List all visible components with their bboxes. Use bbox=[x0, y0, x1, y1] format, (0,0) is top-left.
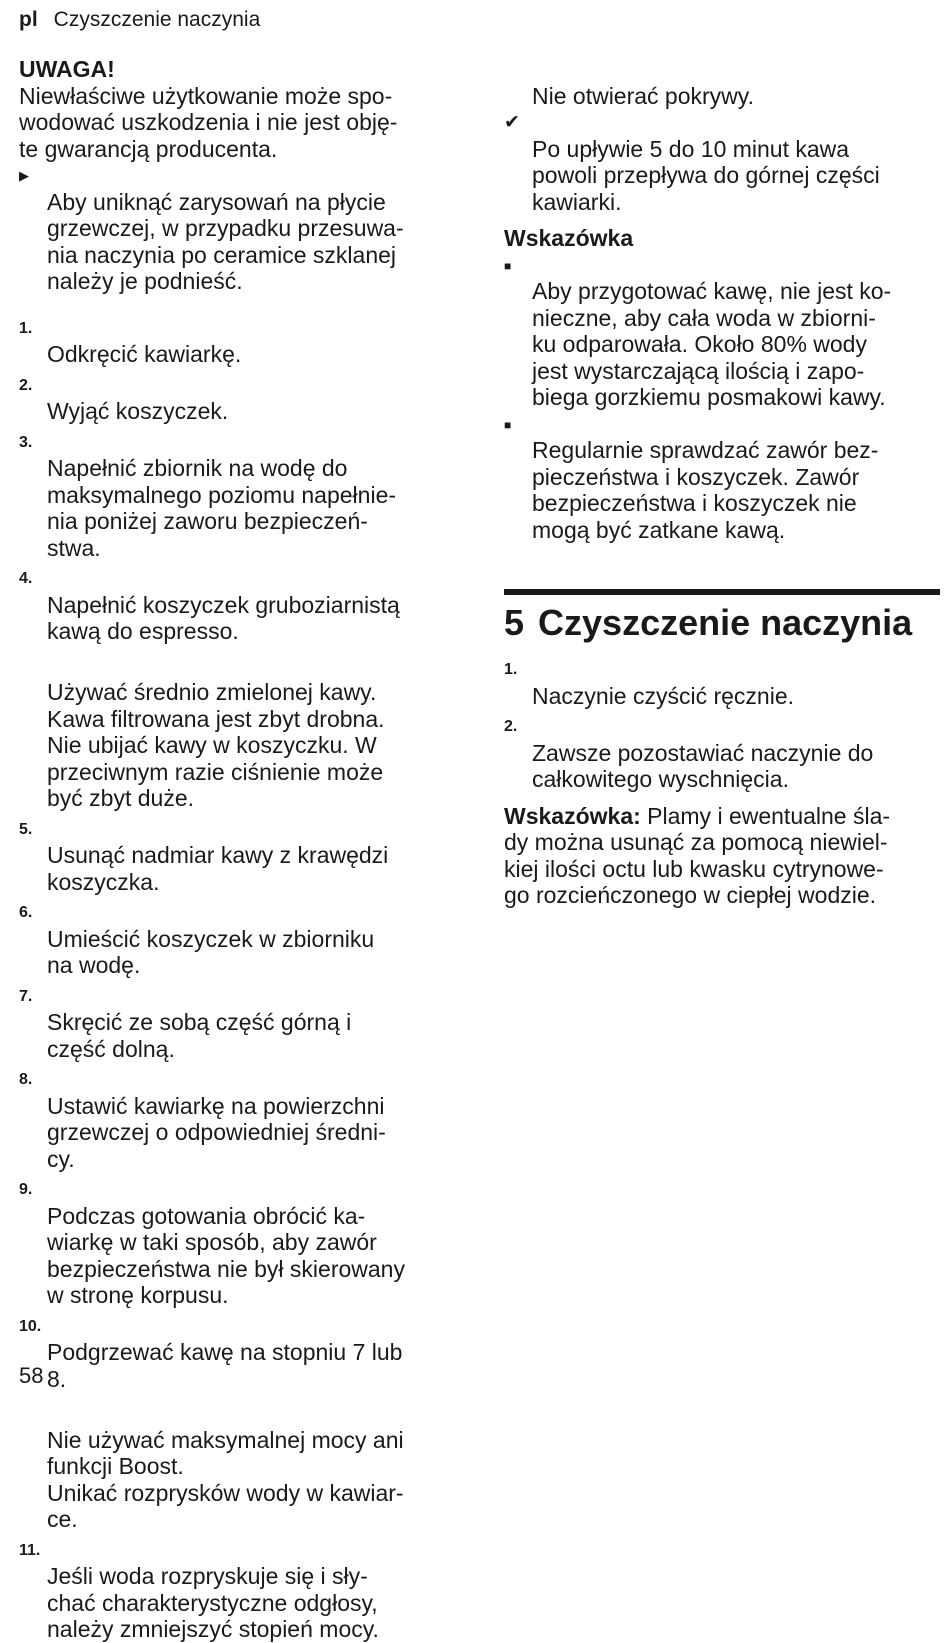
step-number: 1. bbox=[504, 661, 518, 678]
warning-text: Niewłaściwe użytkowanie może spo- wodować uszkodzenia i nie jest obję- te gwarancją producenta. bbox=[19, 82, 398, 162]
result-text: Po upływie 5 do 10 minut kawa powoli przepływa do górnej części kawiarki. bbox=[532, 135, 880, 215]
step-text: Zawsze pozostawiać naczynie do całkowitego wyschnięcia. bbox=[532, 739, 874, 792]
step-number: 8. bbox=[19, 1071, 33, 1088]
checkmark-icon: ✔ bbox=[504, 112, 520, 133]
hint-label: Wskazówka: bbox=[504, 802, 641, 829]
step-10 bbox=[19, 1313, 459, 1393]
step-number: 7. bbox=[19, 987, 33, 1005]
step-8 bbox=[19, 1066, 459, 1172]
page-header bbox=[19, 6, 260, 34]
step-11-continued: Nie otwierać pokrywy. bbox=[532, 82, 754, 109]
step-4-note: Używać średnio zmielonej kawy. Kawa filtrowana jest zbyt drobna. Nie ubijać kawy w koszyczku. W przeciwnym razie ciśnienie może być zbyt duże. bbox=[47, 679, 385, 811]
right-column bbox=[504, 56, 940, 909]
left-column bbox=[19, 56, 459, 1643]
step-text: Usunąć nadmiar kawy z krawędzi koszyczka. bbox=[47, 842, 389, 895]
step-text: Umieścić koszyczek w zbiorniku na wodę. bbox=[47, 925, 375, 978]
step-7 bbox=[19, 983, 459, 1063]
section-number: 5 bbox=[504, 602, 525, 643]
hint-paragraph bbox=[504, 803, 940, 909]
step-number: 11. bbox=[19, 1541, 41, 1559]
step-text: Jeśli woda rozpryskuje się i sły- chać charakterystyczne odgłosy, należy zmniejszyć stopień mocy. bbox=[47, 1563, 379, 1642]
step-3 bbox=[19, 429, 459, 562]
step-text: Odkręcić kawiarkę. bbox=[47, 341, 242, 367]
step-text: Skręcić ze sobą część górną i część dolną. bbox=[47, 1009, 352, 1062]
warning-title: UWAGA! bbox=[19, 56, 115, 82]
step-text: Napełnić zbiornik na wodę do maksymalnego poziomu napełnie- nia poniżej zaworu bezpieczeń- stwa. bbox=[47, 455, 397, 561]
step-text: Podczas gotowania obrócić ka- wiarkę w taki sposób, aby zawór bezpieczeństwa nie był skierowany w stronę korpusu. bbox=[47, 1202, 405, 1308]
step-number: 2. bbox=[19, 376, 33, 394]
step-number: 1. bbox=[19, 319, 33, 337]
step-number: 4. bbox=[19, 570, 33, 587]
hint-item-1: ■ Aby przygotować kawę, nie jest ko- nieczne, aby cała woda w zbiorni- ku odparowała. Około 80% wody jest wystarczającą ilością i zapo- biega gorzkiemu posmakowi kawy. bbox=[504, 252, 940, 411]
step-number: 10. bbox=[19, 1317, 42, 1335]
step-10-note: Nie używać maksymalnej mocy ani funkcji Boost. Unikać rozprysków wody w kawiar- ce. bbox=[47, 1426, 404, 1532]
step-number: 5. bbox=[19, 820, 33, 838]
step-2 bbox=[19, 372, 459, 425]
step-1 bbox=[19, 315, 459, 368]
step-9 bbox=[19, 1176, 459, 1309]
section-title: Czyszczenie naczynia bbox=[538, 602, 913, 643]
hint-text: Plamy i ewentualne śla- dy można usunąć za pomocą niewiel- kiej ilości octu lub kwasku cytrynowe- go rozcieńczonego w ciepłej wodzie. bbox=[504, 802, 891, 908]
step-text: Naczynie czyścić ręcznie. bbox=[532, 682, 795, 709]
step-number: 6. bbox=[19, 904, 33, 921]
warning-bullet: ▶ Aby uniknąć zarysowań na płycie grzewczej, w przypadku przesuwa- nia naczynia po ceramice szklanej należy je podnieść. bbox=[19, 162, 459, 295]
section-heading bbox=[504, 600, 940, 646]
section-divider bbox=[504, 589, 940, 595]
triangle-right-icon: ▶ bbox=[19, 168, 29, 183]
step-text: Napełnić koszyczek gruboziarnistą kawą do espresso. bbox=[47, 591, 400, 644]
square-bullet-icon: ■ bbox=[504, 417, 512, 432]
header-title: Czyszczenie naczynia bbox=[53, 8, 261, 31]
step-11 bbox=[19, 1537, 459, 1643]
step-5 bbox=[19, 816, 459, 896]
step-text: Podgrzewać kawę na stopniu 7 lub 8. bbox=[47, 1339, 403, 1392]
step-number: 2. bbox=[504, 718, 518, 735]
clean-step-2 bbox=[504, 713, 940, 793]
step-text: Wyjąć koszyczek. bbox=[47, 398, 229, 424]
clean-step-1 bbox=[504, 656, 940, 709]
result-item bbox=[504, 109, 940, 215]
page-number: 58 bbox=[19, 1363, 44, 1388]
step-4 bbox=[19, 565, 459, 645]
step-text: Ustawić kawiarkę na powierzchni grzewczej o odpowiedniej średni- cy. bbox=[47, 1092, 386, 1172]
hint-title: Wskazówka bbox=[504, 225, 634, 251]
step-number: 3. bbox=[19, 433, 33, 451]
hint-item-2: ■ Regularnie sprawdzać zawór bez- pieczeństwa i koszyczek. Zawór bezpieczeństwa i koszyczek nie mogą być zatkane kawą. bbox=[504, 411, 940, 544]
step-6 bbox=[19, 899, 459, 979]
language-code: pl bbox=[19, 8, 38, 31]
square-bullet-icon: ■ bbox=[504, 258, 512, 273]
step-number: 9. bbox=[19, 1181, 33, 1198]
